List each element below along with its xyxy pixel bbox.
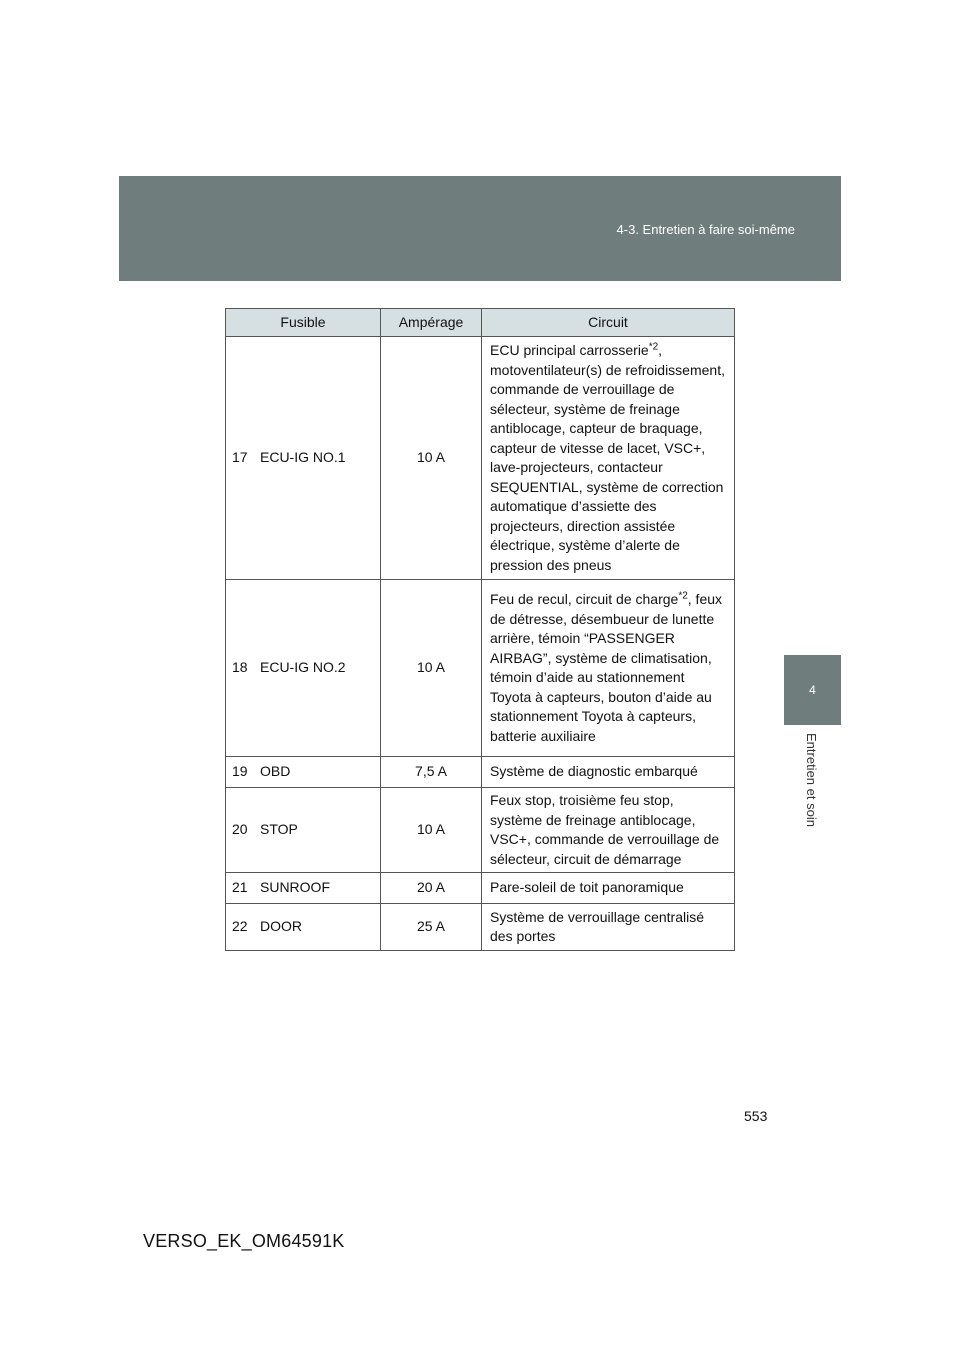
fuse-name: OBD <box>254 757 381 788</box>
page-number: 553 <box>744 1108 768 1124</box>
fuse-name: ECU-IG NO.1 <box>254 337 381 580</box>
fuse-number: 20 <box>226 788 255 873</box>
header-fuse: Fusible <box>226 309 381 337</box>
circuit-text: ECU principal carrosserie <box>490 342 649 358</box>
fuse-name: ECU-IG NO.2 <box>254 580 381 757</box>
fuse-amperage: 10 A <box>381 337 482 580</box>
fuse-number: 21 <box>226 873 255 904</box>
fuse-circuit <box>482 580 735 757</box>
fuse-number: 18 <box>226 580 255 757</box>
table-row <box>226 580 735 757</box>
circuit-text-cont: , motoventilateur(s) de refroidissement, commande de verrouillage de sélecteur, système de freinage antiblocage, capteur de braquage, capteur de vitesse de lacet, VSC+, lave-projecteurs, contacteur SEQUENTIAL, système de correction automatique d’assiette des projecteurs, direction assistée électrique, système d’alerte de pression des pneus <box>490 342 725 573</box>
fuse-number: 19 <box>226 757 255 788</box>
chapter-tab <box>784 655 841 725</box>
footnote-mark: *2 <box>678 590 688 602</box>
fuse-number: 17 <box>226 337 255 580</box>
fuse-circuit <box>482 337 735 580</box>
fuse-circuit: Système de diagnostic embarqué <box>482 757 735 788</box>
fuse-amperage: 20 A <box>381 873 482 904</box>
fuse-name: STOP <box>254 788 381 873</box>
fuse-circuit: Système de verrouillage centralisé des portes <box>482 904 735 951</box>
table-row <box>226 873 735 904</box>
chapter-number: 4 <box>809 683 816 697</box>
header-amperage: Ampérage <box>381 309 482 337</box>
circuit-text: Feu de recul, circuit de charge <box>490 591 679 607</box>
fuse-amperage: 25 A <box>381 904 482 951</box>
fuse-table <box>225 308 735 951</box>
fuse-number: 22 <box>226 904 255 951</box>
fuse-name: SUNROOF <box>254 873 381 904</box>
footnote-mark: *2 <box>648 341 659 353</box>
fuse-name: DOOR <box>254 904 381 951</box>
fuse-circuit: Pare-soleil de toit panoramique <box>482 873 735 904</box>
table-row <box>226 788 735 873</box>
section-title: 4-3. Entretien à faire soi-même <box>616 222 795 237</box>
header-circuit: Circuit <box>482 309 735 337</box>
chapter-label: Entretien et soin <box>804 733 819 827</box>
table-row <box>226 757 735 788</box>
document-code: VERSO_EK_OM64591K <box>143 1231 345 1251</box>
circuit-text-cont: , feux de détresse, désembueur de lunette arrière, témoin “PASSENGER AIRBAG”, système de climatisation, témoin d’aide au stationnement Toyota à capteurs, bouton d’aide au stationnement Toyota à capteurs, batterie auxiliaire <box>490 591 723 744</box>
chapter-side-label <box>784 725 841 855</box>
fuse-circuit: Feux stop, troisième feu stop, système de freinage antiblocage, VSC+, commande de verrouillage de sélecteur, circuit de démarrage <box>482 788 735 873</box>
section-header-bar <box>119 176 841 281</box>
table-header-row <box>226 309 735 337</box>
fuse-amperage: 7,5 A <box>381 757 482 788</box>
fuse-amperage: 10 A <box>381 788 482 873</box>
fuse-amperage: 10 A <box>381 580 482 757</box>
table-row <box>226 337 735 580</box>
table-row <box>226 904 735 951</box>
